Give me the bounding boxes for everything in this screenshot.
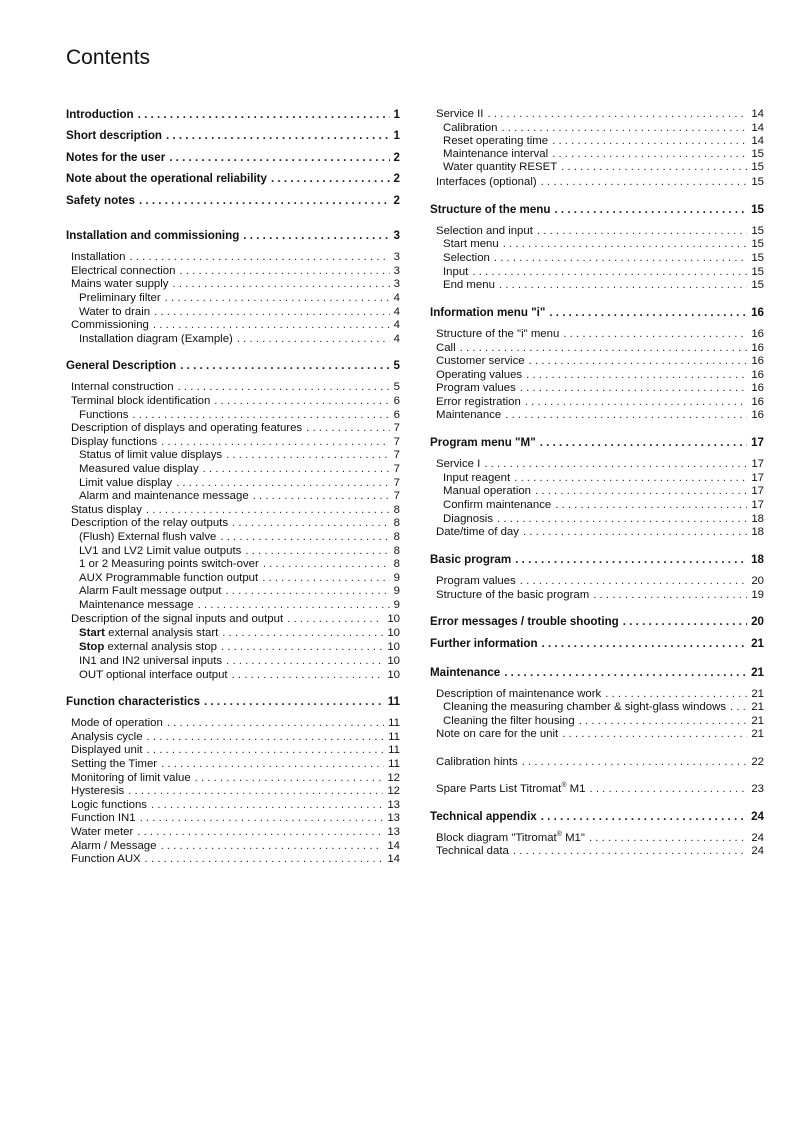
toc-page-number: 7 (393, 422, 400, 434)
toc-page-number: 3 (393, 229, 400, 242)
toc-entry[interactable] (443, 484, 764, 498)
toc-entry[interactable] (436, 844, 764, 858)
toc-page-number: 11 (388, 731, 400, 743)
toc-page-number: 6 (393, 395, 400, 407)
toc-page-number: 6 (393, 409, 400, 421)
toc-entry[interactable] (436, 408, 764, 422)
dot-leader (554, 203, 747, 217)
toc-section-heading[interactable] (430, 810, 764, 824)
toc-page-number: 20 (751, 575, 764, 587)
toc-entry[interactable] (443, 134, 764, 148)
dot-leader (561, 160, 747, 174)
toc-entry-label: Notes for the user (66, 151, 166, 164)
toc-entry-label: Terminal block identification (71, 395, 211, 407)
toc-page-number: 18 (751, 553, 764, 566)
toc-entry[interactable] (436, 107, 764, 121)
toc-page-number: 4 (393, 333, 400, 345)
toc-page-number: 20 (751, 615, 764, 628)
toc-page-number: 8 (393, 517, 400, 529)
toc-page-number: 21 (751, 728, 764, 740)
toc-entry-label: Calibration (443, 122, 498, 134)
toc-entry-label: OUT optional interface output (79, 669, 228, 681)
toc-entry[interactable] (443, 278, 764, 292)
toc-entry[interactable] (443, 265, 764, 279)
toc-page-number: 13 (387, 826, 400, 838)
toc-page-number: 16 (751, 306, 764, 319)
toc-page-number: 24 (751, 810, 764, 823)
toc-page-number: 21 (751, 666, 764, 679)
toc-page-number: 24 (751, 832, 764, 844)
toc-page-number: 7 (393, 449, 400, 461)
toc-entry[interactable] (436, 755, 764, 769)
toc-entry[interactable] (436, 687, 764, 701)
toc-entry-label: Interfaces (optional) (436, 176, 537, 188)
toc-entry[interactable] (436, 381, 764, 395)
toc-page-number: 12 (387, 772, 400, 784)
toc-entry-label: Status display (71, 504, 142, 516)
toc-section-heading[interactable] (430, 637, 764, 651)
toc-page-number: 22 (751, 756, 764, 768)
toc-page-number: 7 (393, 436, 400, 448)
toc-entry-label: Cleaning the measuring chamber & sight-glass windows (443, 701, 727, 713)
toc-entry-label: Start external analysis start (79, 627, 219, 639)
toc-entry-label: Cleaning the filter housing (443, 715, 575, 727)
toc-page-number: 17 (751, 472, 764, 484)
toc-section-heading[interactable] (430, 306, 764, 320)
toc-entry-label: Installation (71, 251, 126, 263)
toc-page-number: 13 (387, 799, 400, 811)
toc-entry-label: Maintenance message (79, 599, 194, 611)
dot-leader (537, 224, 747, 238)
toc-entry-label: Diagnosis (443, 513, 494, 525)
toc-entry[interactable] (443, 498, 764, 512)
dot-leader (523, 525, 747, 539)
toc-entry-label: Mode of operation (71, 717, 163, 729)
toc-page-number: 21 (751, 715, 764, 727)
toc-page-number: 15 (751, 176, 764, 188)
toc-page-number: 23 (751, 783, 764, 795)
toc-page-number: 10 (387, 627, 400, 639)
toc-entry-label: Alarm / Message (71, 840, 157, 852)
toc-page-number: 16 (751, 382, 764, 394)
toc-page-number: 5 (393, 359, 400, 372)
toc-entry-label: Structure of the basic program (436, 589, 590, 601)
dot-leader (525, 395, 748, 409)
dot-leader (472, 265, 747, 279)
toc-page-number: 15 (751, 161, 764, 173)
toc-entry-label: Reset operating time (443, 135, 549, 147)
toc-entry-label: IN1 and IN2 universal inputs (79, 655, 223, 667)
toc-entry-label: (Flush) External flush valve (79, 531, 217, 543)
toc-page-number: 5 (393, 381, 400, 393)
toc-page-number: 8 (393, 504, 400, 516)
toc-entry-label: Input (443, 266, 469, 278)
toc-entry-label: Functions (79, 409, 129, 421)
toc-entry-label: Logic functions (71, 799, 147, 811)
dot-leader (541, 810, 747, 824)
dot-leader (513, 844, 748, 858)
toc-page-number: 21 (751, 637, 764, 650)
toc-page-number: 14 (387, 840, 400, 852)
toc-entry-label: Short description (66, 129, 162, 142)
dot-leader (514, 471, 747, 485)
toc-entry[interactable] (443, 251, 764, 265)
dot-leader (499, 278, 747, 292)
toc-entry-label: Maintenance (430, 666, 501, 679)
dot-leader (505, 408, 747, 422)
toc-entry-label: Program menu "M" (430, 436, 536, 449)
dot-leader (522, 755, 748, 769)
toc-entry[interactable] (436, 368, 764, 382)
toc-entry[interactable] (443, 160, 764, 174)
toc-entry-label: LV1 and LV2 Limit value outputs (79, 545, 242, 557)
dot-leader (552, 147, 747, 161)
toc-entry-label: Introduction (66, 108, 134, 121)
toc-entry-label: Measured value display (79, 463, 199, 475)
toc-entry-label: 1 or 2 Measuring points switch-over (79, 558, 259, 570)
toc-entry-label: Function IN1 (71, 812, 136, 824)
toc-entry-label: Electrical connection (71, 265, 176, 277)
toc-page-number: 17 (751, 499, 764, 511)
toc-page-number: 10 (387, 655, 400, 667)
toc-page-number: 17 (751, 436, 764, 449)
toc-entry-label: Start menu (443, 238, 499, 250)
dot-leader (589, 831, 747, 845)
toc-page-number: 9 (393, 572, 400, 584)
toc-entry[interactable] (443, 512, 764, 526)
dot-leader (487, 107, 747, 121)
dot-leader (520, 574, 748, 588)
toc-entry-label: Function AUX (71, 853, 141, 865)
dot-leader (623, 615, 747, 629)
toc-entry-label: Structure of the menu (430, 203, 551, 216)
toc-entry-label: Description of the signal inputs and output (71, 613, 284, 625)
toc-entry-label: Displayed unit (71, 744, 143, 756)
toc-page-number: 14 (387, 853, 400, 865)
toc-entry-label: Description of maintenance work (436, 688, 602, 700)
toc-page-number: 21 (751, 701, 764, 713)
toc-entry-label: Structure of the "i" menu (436, 328, 560, 340)
dot-leader (730, 700, 747, 714)
toc-page-number: 11 (388, 758, 400, 770)
toc-entry-label: AUX Programmable function output (79, 572, 259, 584)
toc-entry[interactable] (436, 457, 764, 471)
toc-entry-label: Installation and commissioning (66, 229, 240, 242)
toc-page-number: 15 (751, 252, 764, 264)
toc-page-number: 2 (393, 194, 400, 207)
toc-page-number: 21 (751, 688, 764, 700)
toc-entry-label: Block diagram "Titromat® M1" (436, 831, 585, 844)
dot-leader (555, 498, 747, 512)
toc-section-heading[interactable] (430, 615, 764, 629)
toc-entry-label: General Description (66, 359, 177, 372)
toc-entry-label: Status of limit value displays (79, 449, 223, 461)
toc-entry-label: Maintenance interval (443, 148, 549, 160)
toc-entry-label: Service I (436, 458, 481, 470)
toc-entry-label: Analysis cycle (71, 731, 143, 743)
dot-leader (542, 637, 748, 651)
toc-entry-label: Description of displays and operating features (71, 422, 303, 434)
toc-entry-label: Error messages / trouble shooting (430, 615, 619, 628)
toc-section-heading[interactable] (430, 203, 764, 217)
toc-page-number: 15 (751, 279, 764, 291)
toc-page-number: 16 (751, 409, 764, 421)
toc-entry-label: Commissioning (71, 319, 149, 331)
toc-page-number: 4 (393, 306, 400, 318)
toc-page-number: 16 (751, 328, 764, 340)
dot-leader (504, 666, 747, 680)
toc-page-number: 4 (393, 319, 400, 331)
toc-entry-label: Call (436, 342, 456, 354)
toc-entry-label: Monitoring of limit value (71, 772, 191, 784)
toc-entry[interactable] (443, 700, 764, 714)
toc-entry-label: Basic program (430, 553, 512, 566)
toc-entry-label: Information menu "i" (430, 306, 546, 319)
toc-entry-label: Input reagent (443, 472, 511, 484)
dot-leader (520, 381, 748, 395)
dot-leader (552, 134, 747, 148)
toc-entry-label: Program values (436, 382, 516, 394)
toc-entry-label: Technical data (436, 845, 509, 857)
toc-page-number: 3 (393, 278, 400, 290)
toc-entry[interactable] (436, 727, 764, 741)
toc-page-number: 2 (393, 172, 400, 185)
toc-page-number: 15 (751, 238, 764, 250)
toc-entry-label: Customer service (436, 355, 525, 367)
dot-leader (541, 175, 748, 189)
toc-entry[interactable] (443, 237, 764, 251)
toc-page-number: 4 (393, 292, 400, 304)
toc-page-number: 16 (751, 396, 764, 408)
toc-page-number: 17 (751, 458, 764, 470)
toc-page-number: 7 (393, 463, 400, 475)
toc-entry-label: Spare Parts List Titromat® M1 (436, 782, 586, 795)
toc-page-number: 12 (387, 785, 400, 797)
toc-page-number: 18 (751, 513, 764, 525)
toc-entry-label: Stop external analysis stop (79, 641, 218, 653)
toc-page-number: 8 (393, 545, 400, 557)
dot-leader (605, 687, 747, 701)
toc-page-number: 17 (751, 485, 764, 497)
toc-entry-label: Further information (430, 637, 538, 650)
dot-leader (484, 457, 747, 471)
toc-entry-label: Alarm Fault message output (79, 585, 222, 597)
toc-entry-label: Service II (436, 108, 484, 120)
toc-entry-label: Error registration (436, 396, 521, 408)
toc-entry-label: Preliminary filter (79, 292, 161, 304)
dot-leader (593, 588, 747, 602)
toc-entry-label: Program values (436, 575, 516, 587)
toc-entry[interactable] (443, 147, 764, 161)
toc-page-number: 24 (751, 845, 764, 857)
toc-page-number: 1 (393, 108, 400, 121)
dot-leader (590, 782, 748, 796)
toc-entry-label: Hysteresis (71, 785, 125, 797)
toc-entry-label: Confirm maintenance (443, 499, 552, 511)
toc-entry[interactable] (436, 224, 764, 238)
toc-entry-label: Water meter (71, 826, 134, 838)
dot-leader (526, 368, 747, 382)
toc-section-heading[interactable] (430, 553, 764, 567)
toc-section-heading[interactable] (430, 436, 764, 450)
dot-leader (535, 484, 747, 498)
toc-entry-label: Display functions (71, 436, 158, 448)
toc-page-number: 8 (393, 531, 400, 543)
toc-entry-label: Note on care for the unit (436, 728, 559, 740)
toc-page-number: 10 (387, 641, 400, 653)
toc-entry-label: Technical appendix (430, 810, 537, 823)
toc-page-number: 7 (393, 490, 400, 502)
toc-entry-label: Selection and input (436, 225, 533, 237)
dot-leader (497, 512, 747, 526)
toc-entry-label: Function characteristics (66, 695, 201, 708)
dot-leader (540, 436, 747, 450)
dot-leader (549, 306, 747, 320)
toc-page-number: 11 (388, 744, 400, 756)
toc-entry-label: Selection (443, 252, 490, 264)
toc-entry-label: Internal construction (71, 381, 174, 393)
toc-page-number: 9 (393, 599, 400, 611)
toc-page-number: 16 (751, 355, 764, 367)
toc-entry[interactable] (443, 121, 764, 135)
toc-page-number: 13 (387, 812, 400, 824)
toc-entry-label: Setting the Timer (71, 758, 158, 770)
toc-entry[interactable] (436, 574, 764, 588)
toc-entry-label: Safety notes (66, 194, 135, 207)
toc-page-number: 16 (751, 342, 764, 354)
toc-page-number: 15 (751, 225, 764, 237)
dot-leader (494, 251, 747, 265)
dot-leader (501, 121, 747, 135)
dot-leader (562, 727, 747, 741)
toc-entry-label: Calibration hints (436, 756, 518, 768)
toc-entry-label: Manual operation (443, 485, 532, 497)
toc-page-number: 15 (751, 266, 764, 278)
toc-page-number: 16 (751, 369, 764, 381)
toc-entry[interactable] (436, 395, 764, 409)
toc-entry[interactable] (436, 782, 764, 796)
toc-page-number: 3 (393, 265, 400, 277)
toc-entry-label: Date/time of day (436, 526, 519, 538)
page-title: Contents (66, 46, 151, 69)
toc-page-number: 14 (751, 135, 764, 147)
toc-entry-label: Maintenance (436, 409, 502, 421)
dot-leader (503, 237, 748, 251)
toc-page-number: 15 (751, 148, 764, 160)
toc-page-number: 18 (751, 526, 764, 538)
toc-entry-label: Limit value display (79, 477, 173, 489)
dot-leader (460, 341, 748, 355)
toc-page-number: 11 (388, 717, 400, 729)
toc-page-number: 11 (387, 695, 400, 708)
toc-entry[interactable] (443, 471, 764, 485)
toc-page-number: 2 (393, 151, 400, 164)
toc-page-number: 14 (751, 122, 764, 134)
toc-page-number: 3 (393, 251, 400, 263)
toc-page-number: 9 (393, 585, 400, 597)
toc-page-number: 19 (751, 589, 764, 601)
toc-entry[interactable] (436, 341, 764, 355)
toc-page-number: 14 (751, 108, 764, 120)
toc-entry-label: Installation diagram (Example) (79, 333, 233, 345)
toc-entry[interactable] (436, 354, 764, 368)
dot-leader (515, 553, 747, 567)
dot-leader (563, 327, 747, 341)
toc-entry-label: Operating values (436, 369, 523, 381)
toc-page-number: 8 (393, 558, 400, 570)
toc-entry[interactable] (436, 327, 764, 341)
toc-entry-label: End menu (443, 279, 495, 291)
toc-entry-label: Mains water supply (71, 278, 169, 290)
toc-page-number: 15 (751, 203, 764, 216)
toc-entry[interactable] (443, 714, 764, 728)
toc-entry-label: Alarm and maintenance message (79, 490, 249, 502)
toc-entry-label: Water to drain (79, 306, 151, 318)
toc-entry[interactable] (436, 175, 764, 189)
toc-section-heading[interactable] (430, 666, 764, 680)
toc-entry[interactable] (436, 831, 764, 845)
toc-page-number: 7 (393, 477, 400, 489)
toc-entry[interactable] (436, 588, 764, 602)
toc-entry-label: Note about the operational reliability (66, 172, 267, 185)
toc-page-number: 10 (387, 669, 400, 681)
toc-page-number: 1 (393, 129, 400, 142)
toc-entry-label: Water quantity RESET (443, 161, 558, 173)
toc-page-number: 10 (387, 613, 400, 625)
toc-entry-label: Description of the relay outputs (71, 517, 229, 529)
toc-entry[interactable] (436, 525, 764, 539)
dot-leader (529, 354, 748, 368)
dot-leader (579, 714, 748, 728)
